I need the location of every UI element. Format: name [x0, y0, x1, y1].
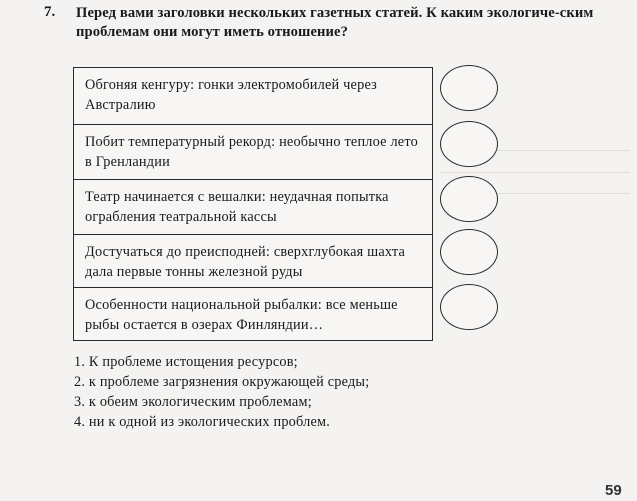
answer-circle-3[interactable]: [440, 176, 498, 222]
answer-option: 1. К проблеме истощения ресурсов;: [74, 354, 298, 370]
answer-option: 4. ни к одной из экологических проблем.: [74, 414, 331, 430]
headline-row: Побит температурный рекорд: необычно теплое лето в Гренландии: [74, 124, 432, 179]
headlines-table: [73, 67, 433, 341]
answer-circle-2[interactable]: [440, 121, 498, 167]
answer-circle-4[interactable]: [440, 229, 498, 275]
answer-options: [74, 352, 369, 432]
answer-circle-1[interactable]: [440, 65, 498, 111]
question-number: 7.: [44, 4, 56, 20]
answer-option: 2. к проблеме загрязнения окружающей среды;: [74, 374, 370, 390]
headline-row: Достучаться до преисподней: сверхглубокая шахта дала первые тонны железной руды: [74, 234, 432, 287]
answer-circle-5[interactable]: [440, 284, 498, 330]
headline-row: Обгоняя кенгуру: гонки электромобилей через Австралию: [85, 77, 378, 113]
page-number: 59: [605, 482, 622, 499]
answer-option: 3. к обеим экологическим проблемам;: [74, 394, 312, 410]
question-text: Перед вами заголовки нескольких газетных статей. К каким экологиче-ским проблемам они могут иметь отношение?: [76, 5, 594, 40]
bleed-line: [440, 172, 630, 173]
headline-row: Особенности национальной рыбалки: все меньше рыбы остается в озерах Финляндии…: [74, 287, 432, 340]
headline-row: Театр начинается с вешалки: неудачная попытка ограбления театральной кассы: [74, 179, 432, 234]
